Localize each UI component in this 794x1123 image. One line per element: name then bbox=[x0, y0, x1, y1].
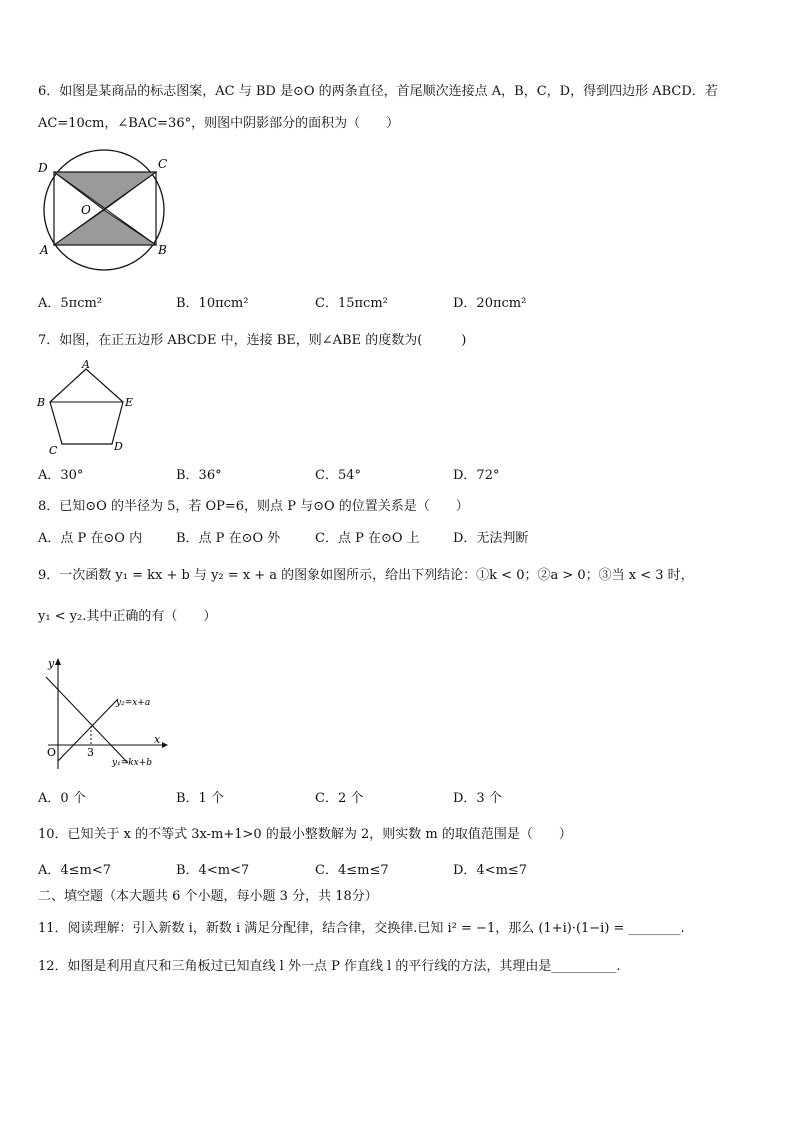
q8-option-c: C．点 P 在⊙O 上 bbox=[315, 531, 420, 546]
label-y1-eq: y₁=kx+b bbox=[112, 758, 153, 768]
label-x: x bbox=[154, 733, 161, 746]
q6-option-d: D．20πcm² bbox=[453, 296, 527, 311]
label-b: B bbox=[158, 243, 167, 257]
label-c: C bbox=[158, 157, 168, 171]
q9-stem-line2: y₁ < y₂.其中正确的有（ ） bbox=[38, 609, 217, 624]
section2-title: 二、填空题（本大题共 6 个小题，每小题 3 分，共 18分） bbox=[38, 889, 378, 904]
label-b: B bbox=[37, 396, 46, 409]
pentagon-abcde bbox=[50, 369, 123, 444]
q8-option-a: A．点 P 在⊙O 内 bbox=[38, 531, 143, 546]
q6-option-a: A．5πcm² bbox=[38, 296, 103, 311]
q10-option-c: C．4≤m≤7 bbox=[315, 863, 389, 878]
shaded-triangle-top bbox=[54, 172, 156, 210]
q7-option-a: A．30° bbox=[38, 468, 84, 483]
q10-stem: 10．已知关于 x 的不等式 3x-m+1>0 的最小整数解为 2，则实数 m 的取值范围是（ ） bbox=[38, 827, 572, 842]
q6-stem-line1: 6．如图是某商品的标志图案，AC 与 BD 是⊙O 的两条直径，首尾顺次连接点 A，B，C，D，得到四边形 ABCD．若 bbox=[38, 84, 718, 99]
q12-stem: 12．如图是利用直尺和三角板过已知直线 l 外一点 P 作直线 l 的平行线的方法，其理由是__________. bbox=[38, 959, 621, 974]
q11-stem: 11．阅读理解：引入新数 i，新数 i 满足分配律，结合律，交换律.已知 i² = −1，那么 (1+i)·(1−i) = ________. bbox=[38, 921, 685, 936]
q10-option-b: B．4<m<7 bbox=[176, 863, 250, 878]
q6-option-c: C．15πcm² bbox=[315, 296, 388, 311]
label-d: D bbox=[38, 161, 48, 175]
q6-option-b: B．10πcm² bbox=[176, 296, 249, 311]
label-origin: O bbox=[47, 746, 57, 759]
q9-option-a: A．0 个 bbox=[38, 791, 86, 806]
q8-stem: 8．已知⊙O 的半径为 5，若 OP=6，则点 P 与⊙O 的位置关系是（ ） bbox=[38, 499, 469, 514]
q10-option-d: D．4<m≤7 bbox=[453, 863, 528, 878]
q9-option-c: C．2 个 bbox=[315, 791, 364, 806]
label-c: C bbox=[49, 444, 58, 457]
q7-pentagon-figure bbox=[34, 358, 144, 458]
q7-option-c: C．54° bbox=[315, 468, 361, 483]
shaded-triangle-bottom bbox=[54, 210, 156, 245]
q7-stem: 7．如图，在正五边形 ABCDE 中，连接 BE，则∠ABE 的度数为( ) bbox=[38, 333, 467, 348]
label-y2-eq: y₂=x+a bbox=[116, 698, 151, 708]
q9-option-b: B．1 个 bbox=[176, 791, 224, 806]
q7-option-d: D．72° bbox=[453, 468, 500, 483]
q9-stem-line1: 9．一次函数 y₁ = kx + b 与 y₂ = x + a 的图象如图所示，给出下列结论：①k < 0；②a > 0；③当 x < 3 时， bbox=[38, 568, 694, 583]
label-d: D bbox=[114, 440, 123, 453]
q6-circle-figure bbox=[34, 148, 174, 278]
q7-option-b: B．36° bbox=[176, 468, 222, 483]
q8-option-b: B．点 P 在⊙O 外 bbox=[176, 531, 281, 546]
label-o: O bbox=[81, 203, 91, 217]
label-a: A bbox=[82, 358, 90, 371]
q9-graph-figure bbox=[36, 655, 171, 775]
q10-option-a: A．4≤m<7 bbox=[38, 863, 112, 878]
q9-option-d: D．3 个 bbox=[453, 791, 502, 806]
q6-stem-line2: AC=10cm，∠BAC=36°，则图中阴影部分的面积为（ ） bbox=[38, 116, 400, 131]
label-three: 3 bbox=[87, 746, 94, 759]
label-y: y bbox=[48, 657, 55, 670]
q8-option-d: D．无法判断 bbox=[453, 531, 529, 546]
label-e: E bbox=[125, 396, 134, 409]
label-a: A bbox=[40, 243, 49, 257]
